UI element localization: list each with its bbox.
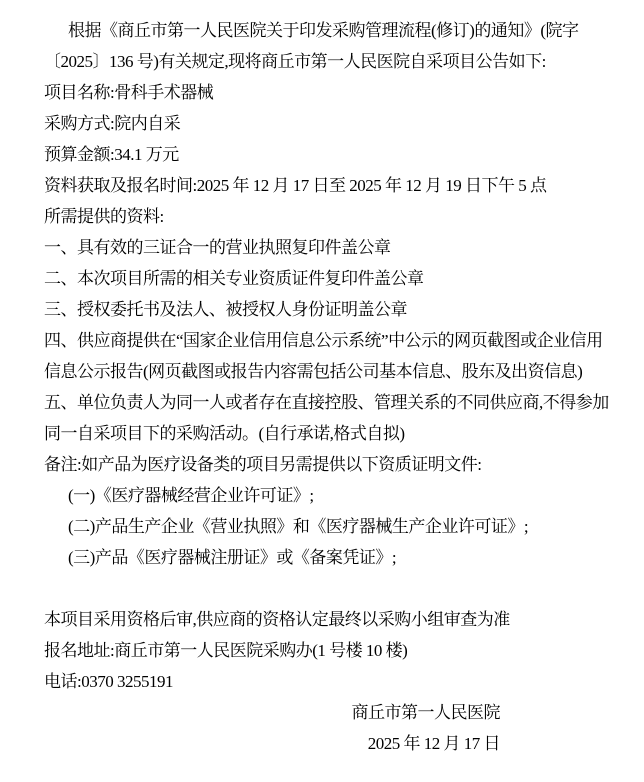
phone-line: 电话:0370 3255191 [44,672,173,691]
remark-item-1: (一)《医疗器械经营企业许可证》; [68,486,314,505]
remark-item-2: (二)产品生产企业《营业执照》和《医疗器械生产企业许可证》; [68,517,529,536]
requirement-item-2: 二、本次项目所需的相关专业资质证件复印件盖公章 [44,269,424,288]
procurement-method-line: 采购方式:院内自采 [44,114,181,133]
requirement-item-1: 一、具有效的三证合一的营业执照复印件盖公章 [44,238,391,257]
remark-heading: 备注:如产品为医疗设备类的项目另需提供以下资质证明文件: [44,455,482,474]
requirement-item-5-line-2: 同一自采项目下的采购活动。(自行承诺,格式自拟) [44,424,405,443]
budget-line: 预算金额:34.1 万元 [44,145,179,164]
remark-item-3: (三)产品《医疗器械注册证》或《备案凭证》; [68,548,397,567]
requirement-item-3: 三、授权委托书及法人、被授权人身份证明盖公章 [44,300,407,319]
signature-date-line: 2025 年 12 月 17 日 [367,734,500,753]
signature-org-line: 商丘市第一人民医院 [351,703,500,722]
intro-line-2: 〔2025〕136 号)有关规定,现将商丘市第一人民医院自采项目公告如下: [44,52,546,71]
requirement-item-5-line-1: 五、单位负责人为同一人或者存在直接控股、管理关系的不同供应商,不得参加 [44,393,609,412]
required-materials-heading: 所需提供的资料: [44,207,164,226]
registration-address-line: 报名地址:商丘市第一人民医院采购办(1 号楼 10 楼) [44,641,408,660]
requirement-item-4-line-1: 四、供应商提供在“国家企业信用信息公示系统”中公示的网页截图或企业信用 [44,331,603,350]
intro-line-1: 根据《商丘市第一人民医院关于印发采购管理流程(修订)的通知》(院字 [68,21,579,40]
blank-spacer [44,573,600,604]
project-name-line: 项目名称:骨科手术器械 [44,83,214,102]
qualification-review-line: 本项目采用资格后审,供应商的资格认定最终以采购小组审查为准 [44,610,510,629]
requirement-item-4-line-2: 信息公示报告(网页截图或报告内容需包括公司基本信息、股东及出资信息) [44,362,583,381]
registration-time-line: 资料获取及报名时间:2025 年 12 月 17 日至 2025 年 12 月 19 日下午 5 点 [44,176,547,195]
